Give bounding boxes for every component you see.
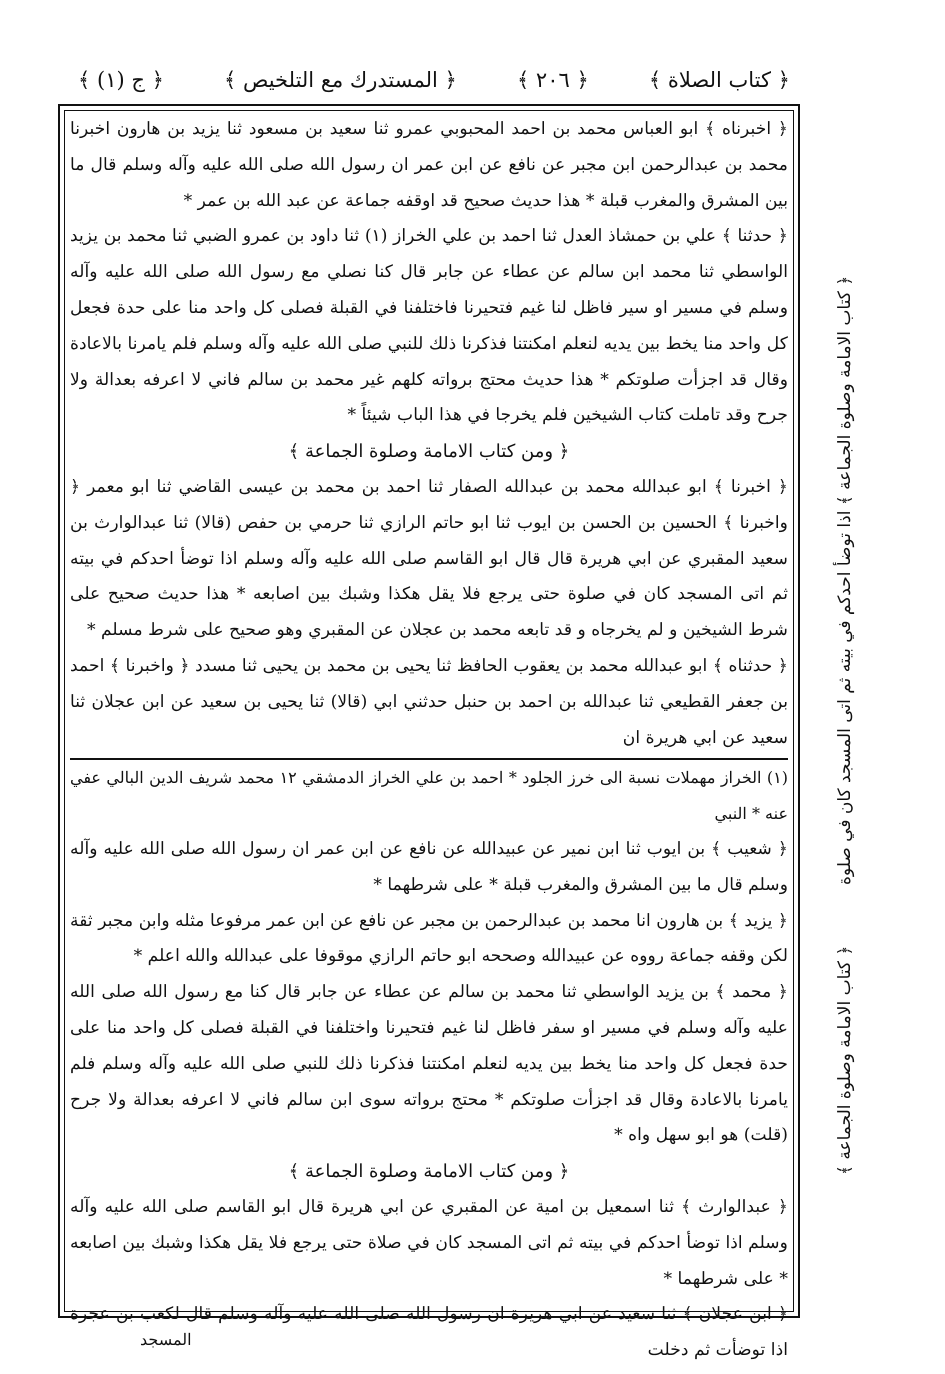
paragraph: ﴿ اخبرناه ﴾ ابو العباس محمد بن احمد المحبوبي عمرو ثنا سعيد بن مسعود ثنا يزيد بن هارون اخبرنا محمد بن عبدالرحمن ابن مجبر عن نافع عن ابن عمر ان رسول الله صلى الله عليه وآله وسلم قال ما بين المشرق والمغرب قبلة * هذا حديث صحيح قد اوقفه جماعة عن عبد الله بن عمر * [70, 119, 788, 211]
paragraph: ﴿ اخبرنا ﴾ ابو عبدالله محمد بن عبدالله الصفار ثنا احمد بن محمد بن عيسى القاضي ثنا ابو معمر ﴿ واخبرنا ﴾ الحسين بن الحسن بن ايوب ثنا ابو حاتم الرازي ثنا حرمي بن حفص (قالا) ثنا عبدالوارث بن سعيد المقبري عن ابي هريرة قال قال ابو القاسم صلى الله عليه وآله وسلم اذا توضأ احدكم في بيته ثم اتى المسجد كان في صلوة حتى يرجع فلا يقل هكذا وشبك بين اصابعه * هذا حديث صحيح على شرط الشيخين و لم يخرجاه و قد تابعه محمد بن عجلان عن المقبري وهو صحيح على شرط مسلم * [70, 476, 788, 641]
paragraph: ﴿ حدثناه ﴾ ابو عبدالله محمد بن يعقوب الحافظ ثنا يحيى بن محمد بن يحيى ثنا مسدد ﴿ واخبرنا ﴾ احمد بن جعفر القطيعي ثنا عبدالله بن احمد بن حنبل حدثني ابي (قالا) ثنا يحيى بن سعيد عن ابن عجلان ثنا سعيد عن ابي هريرة ان [70, 655, 788, 748]
page-number: ﴿ ٢٠٦ ﴾ [516, 68, 589, 92]
paragraph: ﴿ حدثنا ﴾ علي بن حمشاذ العدل ثنا احمد بن علي الخراز (١) ثنا داود بن عمرو الضبي ثنا محمد بن يزيد الواسطي ثنا محمد ابن سالم عن عطاء عن جابر قال كنا نصلي مع رسول الله صلى الله عليه وآله وسلم في مسير او سير فاظل لنا غيم فتحيرنا فاختلفنا في القبلة فصلى كل واحد منا على حدة فجعل كل واحد منا يخط بين يديه لنعلم امكنتنا فذكرنا ذلك للنبي صلى الله عليه وآله وسلم فلم يامرنا بالاعادة وقال قد اجزأت صلوتكم * هذا حديث محتج برواته كلهم غير محمد بن سالم فاني لا اعرفه بعدالة ولا جرح وقد تاملت كتاب الشيخين فلم يخرجا في هذا الباب شيئاً * [70, 226, 788, 426]
summary-paragraph: ﴿ عبدالوارث ﴾ ثنا اسمعيل بن امية عن المقبري عن ابي هريرة قال ابو القاسم صلى الله عليه وآله وسلم اذا توضأ احدكم في بيته ثم اتى المسجد كان في صلاة حتى يرجع فلا يقل هكذا وشبك بين اصابعه * على شرطهما * [70, 1196, 788, 1289]
main-text [70, 112, 788, 1361]
margin-note: ﴿ كتاب الامامة وصلوة الجماعة ﴾ [835, 945, 855, 1175]
footnote-tail-word: النبي [714, 804, 747, 824]
catchword: المسجد [140, 1330, 192, 1349]
footnote [70, 760, 788, 832]
chapter-title: ﴿ كتاب الصلاة ﴾ [648, 68, 790, 92]
footnote-text: (١) الخراز مهملات نسبة الى خرز الجلود * احمد بن علي الخراز الدمشقي ١٢ محمد شريف الدين البالي عفي عنه * [70, 768, 788, 824]
margin-note: ﴿ كتاب الامامة وصلوة الجماعة ﴾ اذا توضأ احدكم في بيته ثم اتى المسجد كان في صلوة [835, 275, 855, 885]
book-title: ﴿ المستدرك مع التلخيص ﴾ [224, 68, 457, 92]
page-header [78, 60, 790, 100]
volume-label: ﴿ ج (١) ﴾ [78, 68, 164, 92]
section-heading: ﴿ ومن كتاب الامامة وصلوة الجماعة ﴾ [288, 1161, 570, 1183]
summary-paragraph: ﴿ شعيب ﴾ بن ايوب ثنا ابن نمير عن عبيدالله عن نافع عن ابن عمر ان رسول الله صلى الله عليه وآله وسلم قال ما بين المشرق والمغرب قبلة * على شرطهما * [70, 838, 788, 895]
summary-paragraph: ﴿ محمد ﴾ بن يزيد الواسطي ثنا محمد بن سالم عن عطاء عن جابر قال كنا مع رسول الله صلى الله عليه وآله وسلم في مسير او سفر فاظل لنا غيم فتحيرنا واختلفنا في القبلة فصلى كل واحد منا على حدة فجعل كل واحد منا يخط بين يديه لنعلم امكنتنا فذكرنا ذلك للنبي صلى الله عليه وآله وسلم فلم يامرنا بالاعادة وقال قد اجزأت صلوتكم * محتج برواته سوى ابن سالم فاني لا اعرفه بعدالة ولا جرح (قلت) هو ابو سهل واه * [70, 982, 788, 1146]
summary-paragraph: ﴿ ابن عجلان ﴾ ثنا سعيد عن ابي هريرة ان رسول الله صلى الله عليه وآله وسلم قال لكعب بن عجرة اذا توضأت ثم دخلت [70, 1304, 788, 1361]
section-heading: ﴿ ومن كتاب الامامة وصلوة الجماعة ﴾ [288, 441, 570, 463]
summary-paragraph: ﴿ يزيد ﴾ بن هارون انا محمد بن عبدالرحمن بن مجبر عن نافع عن ابن عمر مرفوعا مثله وابن مجبر ثقة لكن وقفه جماعة رووه عن عبيدالله وصححه ابو حاتم الرازي موقوفا على عبدالله والله اعلم * [70, 910, 788, 967]
